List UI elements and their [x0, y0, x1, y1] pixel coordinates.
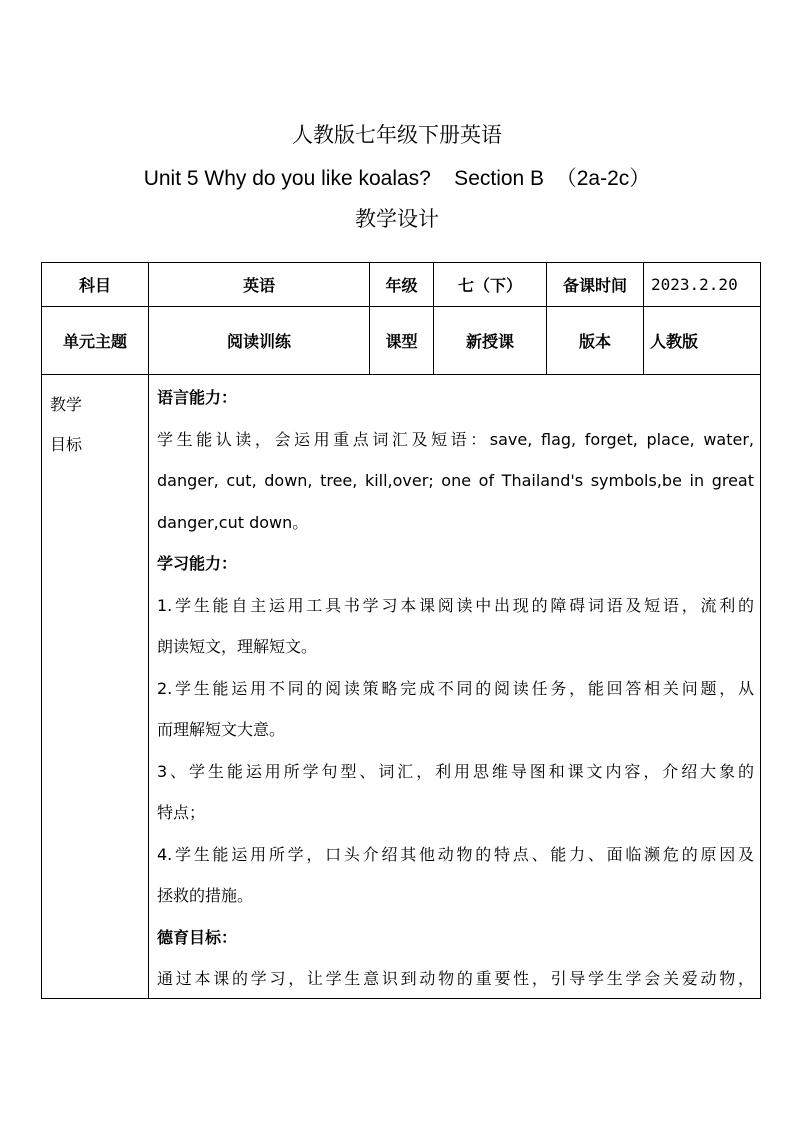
goal-line: 4.学生能运用所学，口头介绍其他动物的特点、能力、面临濒危的原因及	[157, 844, 754, 864]
goals-label-line: 目标	[50, 435, 83, 454]
unit-theme-label: 单元主题	[42, 307, 149, 375]
lesson-type-value: 新授课	[434, 307, 547, 375]
goal-line: 1.学生能自主运用工具书学习本课阅读中出现的障碍词语及短语，流利的	[157, 595, 754, 615]
edition-value: 人教版	[644, 307, 761, 375]
grade-value: 七（下）	[434, 263, 547, 307]
prep-time-label: 备课时间	[547, 263, 644, 307]
table-row	[42, 307, 761, 375]
moral-goals-heading: 德育目标：	[157, 927, 238, 947]
unit-theme-value: 阅读训练	[149, 307, 370, 375]
lesson-title: Unit 5 Why do you like koalas? Section B （2a-2c）	[143, 167, 651, 190]
goal-line: 2.学生能运用不同的阅读策略完成不同的阅读任务，能回答相关问题，从	[157, 678, 754, 698]
lesson-plan-table	[41, 262, 761, 999]
teaching-goals-content	[149, 375, 761, 999]
goal-line: danger, cut, down, tree, kill,over; one of Thailand's symbols,be in great	[157, 471, 754, 490]
document-subtitle: 教学设计	[355, 207, 439, 231]
goal-line: 3、学生能运用所学句型、词汇，利用思维导图和课文内容，介绍大象的	[157, 761, 754, 781]
goal-line: 而理解短文大意。	[157, 720, 286, 739]
goal-line: 朗读短文，理解短文。	[157, 637, 318, 656]
edition-label: 版本	[547, 307, 644, 375]
table-row	[42, 375, 761, 999]
table-row	[42, 263, 761, 307]
goals-label-line: 教学	[50, 395, 83, 414]
document-title: 人教版七年级下册英语	[292, 123, 502, 147]
teaching-goals-label	[42, 375, 149, 999]
goal-line: 通过本课的学习，让学生意识到动物的重要性，引导学生学会关爱动物，	[157, 969, 754, 988]
subject-value: 英语	[149, 263, 370, 307]
goal-line: danger,cut down。	[157, 512, 309, 532]
learning-ability-heading: 学习能力：	[157, 554, 238, 573]
subject-label: 科目	[42, 263, 149, 307]
language-ability-heading: 语言能力：	[157, 388, 238, 407]
goal-line: 学生能认读，会运用重点词汇及短语：save, flag, forget, place, water,	[157, 429, 754, 449]
lesson-type-label: 课型	[370, 307, 434, 375]
goal-line: 拯救的措施。	[157, 886, 254, 905]
goal-line: 特点；	[157, 803, 206, 822]
grade-label: 年级	[370, 263, 434, 307]
prep-time-value: 2023.2.20	[644, 263, 761, 307]
